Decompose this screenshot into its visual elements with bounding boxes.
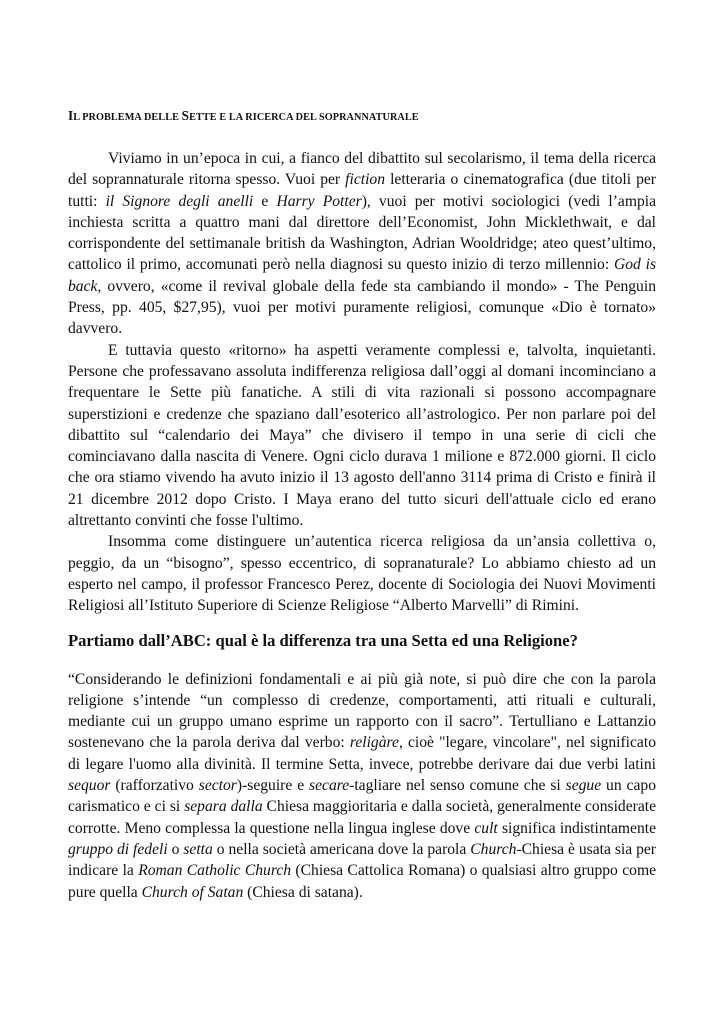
italic-text: il Signore degli anelli: [105, 192, 254, 210]
italic-text: religàre: [349, 734, 399, 752]
italic-text: Harry Potter: [276, 192, 362, 210]
italic-text: God is back: [68, 256, 657, 295]
italic-text: separa dalla: [184, 798, 263, 816]
italic-text: secare: [309, 777, 350, 795]
paragraph-intro: Viviamo in un’epoca in cui, a fianco del dibattito sul secolarismo, il tema della ricerca del soprannaturale ritorna spesso. Vuoi per fiction letteraria o cinematografica (due titoli per tutti: il Signore degli anelli e Harry Potter), vuoi per motivi sociologici (vedi l’ampia inchiesta scritta a quattro mani dal direttore dell’Economist, John Micklethwait, e dal corrispondente del settimanale british da Washington, Adrian Wooldridge; ateo quest’ultimo, cattolico il primo, accomunati però nella diagnosi su questo inizio di terzo millennio: God is back, ovvero, «come il revival globale della fede sta cambiando il mondo» - The Penguin Press, pp. 405, $27,95), vuoi per motivi puramente religiosi, comunque «Dio è tornato» davvero.: [68, 150, 657, 338]
italic-text: segue: [565, 777, 602, 795]
italic-text: Church: [470, 840, 517, 858]
italic-text: gruppo di fedeli: [68, 840, 168, 858]
title-smallcaps: ETTE E LA RICERCA DEL SOPRANNATURALE: [189, 112, 419, 123]
italic-text: sequor: [68, 777, 111, 795]
italic-text: sector: [198, 777, 237, 795]
italic-text: Roman Catholic Church: [138, 862, 292, 880]
paragraph-return: E tuttavia questo «ritorno» ha aspetti veramente complessi e, talvolta, inquietanti. Persone che professavano assoluta indifferenza religiosa dall’oggi al domani incominciano a frequentare le Sette più fanatiche. A stili di vita razionali si possono accompagnare superstizioni e credenze che spaziano dall’esoterico all’astrologico. Per non parlare poi del dibattito sul “calendario dei Maya” che divisero il tempo in una serie di cicli che cominciavano dalla nascita di Venere. Ogni ciclo durava 1 milione e 872.000 giorni. Il ciclo che ora stiamo vivendo ha avuto inizio il 13 agosto dell'anno 3114 prima di Cristo e finirà il 21 dicembre 2012 dopo Cristo. I Maya erano del tutto sicuri dell'attuale ciclo ed erano altrettanto convinti che fosse l'ultimo.: [68, 341, 656, 530]
document-page: [68, 106, 656, 903]
italic-text: Church of Satan: [141, 883, 244, 901]
paragraph-question: Insomma come distinguere un’autentica ricerca religiosa da un’ansia collettiva o, peggio, da un “bisogno”, spesso eccentrico, di sopranaturale? Lo abbiamo chiesto ad un esperto nel campo, il professor Francesco Perez, docente di Sociologia dei Nuovi Movimenti Religiosi all’Istituto Superiore di Scienze Religiose “Alberto Marvelli” di Rimini.: [68, 533, 656, 615]
italic-text: setta: [183, 840, 213, 858]
title-smallcaps: L PROBLEMA DELLE: [73, 112, 182, 123]
title-initial: I: [68, 108, 74, 123]
italic-text: fiction: [345, 171, 386, 189]
document-title: [68, 106, 656, 128]
italic-text: cult: [474, 819, 498, 837]
title-initial: S: [181, 108, 190, 123]
section-heading: Partiamo dall’ABC: qual è la differenza tra una Setta ed una Religione?: [68, 630, 578, 650]
paragraph-answer: “Considerando le definizioni fondamentali e ai più già note, si può dire che con la parola religione s’intende “un complesso di credenze, comportamenti, atti rituali e culturali, mediante cui un gruppo umano esprime un rapporto con il sacro”. Tertulliano e Lattanzio sostenevano che la parola deriva dal verbo: religàre, cioè "legare, vincolare", nel significato di legare l'uomo alla divinità. Il termine Setta, invece, potrebbe derivare dai due verbi latini sequor (rafforzativo sector)-seguire e secare-tagliare nel senso comune che si segue un capo carismatico e ci si separa dalla Chiesa maggioritaria e dalla società, generalmente considerate corrotte. Meno complessa la questione nella lingua inglese dove cult significa indistintamente gruppo di fedeli o setta o nella società americana dove la parola Church-Chiesa è usata sia per indicare la Roman Catholic Church (Chiesa Cattolica Romana) o qualsiasi altro gruppo come pure quella Church of Satan (Chiesa di satana).: [68, 670, 657, 901]
